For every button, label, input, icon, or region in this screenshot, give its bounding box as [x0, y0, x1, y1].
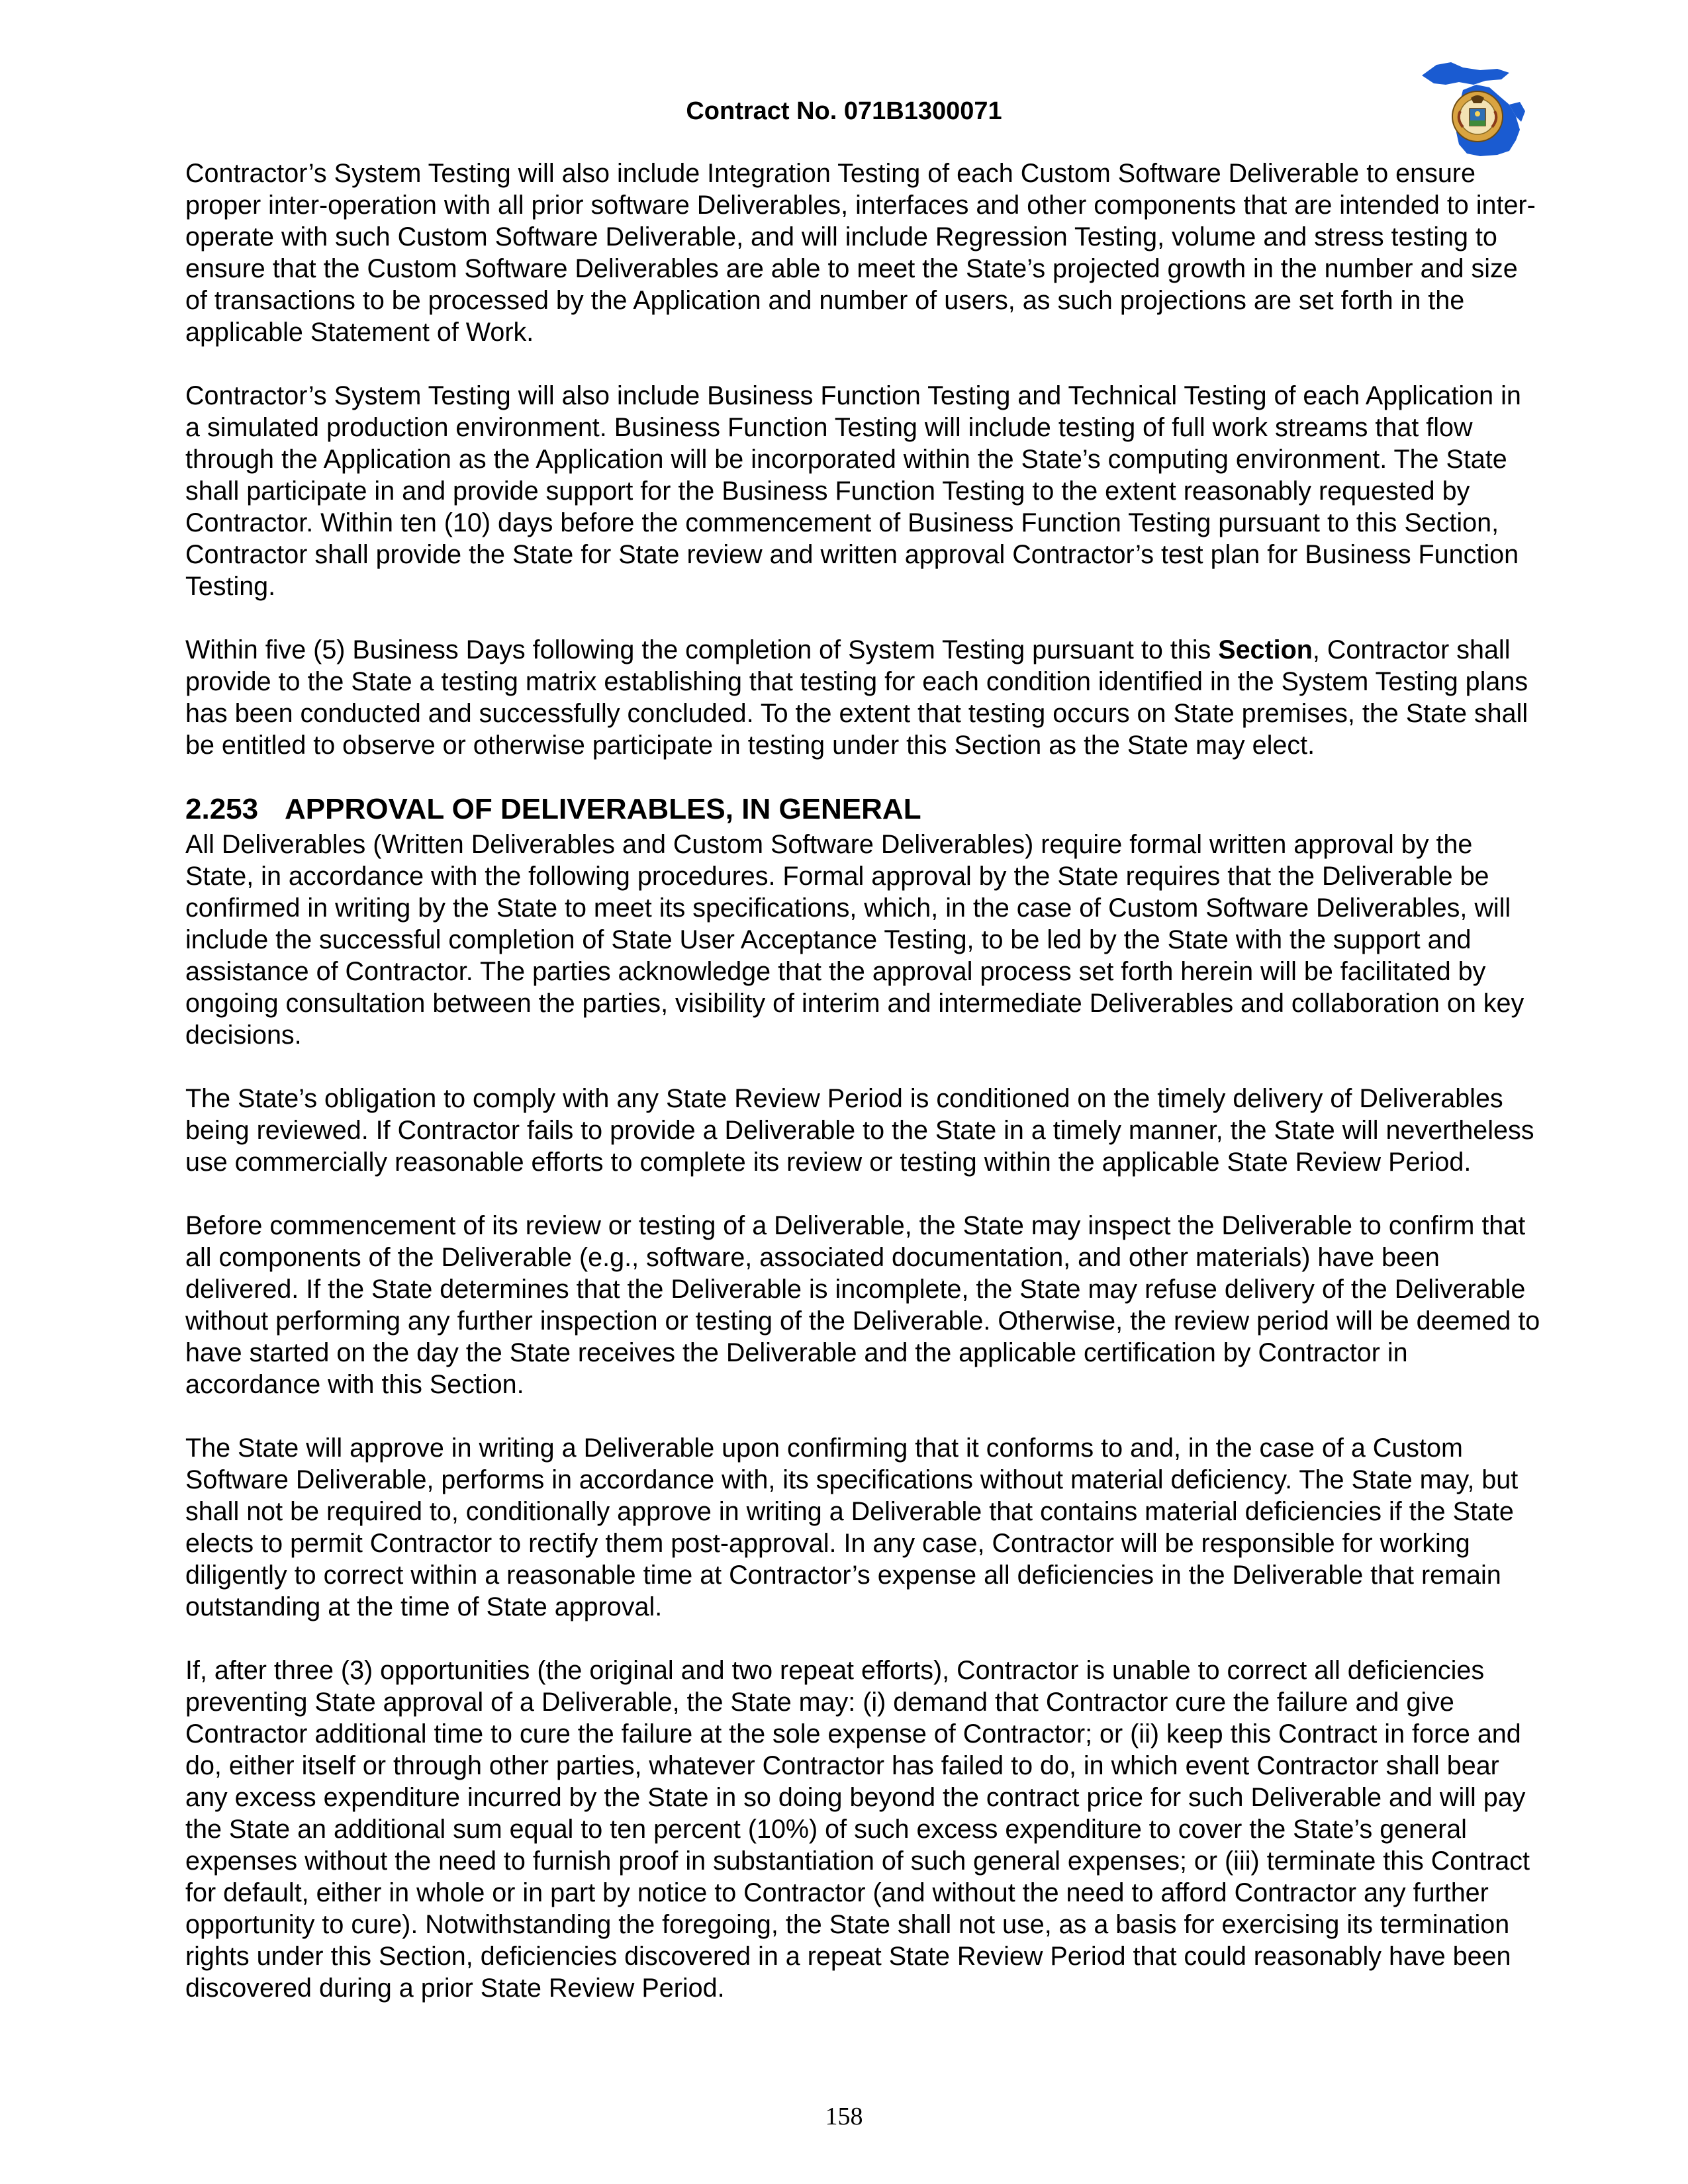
- paragraph-remedies: If, after three (3) opportunities (the original and two repeat efforts), Contractor is unable to correct all deficiencies preventing State approval of a Deliverable, the State may: (i) demand that Contractor cure the failure and give Contractor additional time to cure the failure at the sole expense of Contractor; or (ii) keep this Contract in force and do, either itself or through other parties, whatever Contractor has failed to do, in which event Contractor shall bear any excess expenditure incurred by the State in so doing beyond the contract price for such Deliverable and will pay the State an additional sum equal to ten percent (10%) of such excess expenditure to cover the State’s general expenses without the need to furnish proof in substantiation of such general expenses; or (iii) terminate this Contract for default, either in whole or in part by notice to Contractor (and without the need to afford Contractor any further opportunity to cure). Notwithstanding the foregoing, the State shall not use, as a basis for exercising its termination rights under this Section, deficiencies discovered in a repeat State Review Period that could reasonably have been discovered during a prior State Review Period.: [185, 1656, 1530, 2003]
- michigan-state-seal-icon: [1417, 56, 1529, 161]
- paragraph-text: Within five (5) Business Days following the completion of System Testing pursuant to this: [185, 635, 1219, 664]
- section-number: 2.253: [185, 793, 259, 825]
- contract-number-header: Contract No. 071B1300071: [686, 97, 1002, 125]
- section-title: APPROVAL OF DELIVERABLES, IN GENERAL: [285, 793, 921, 825]
- paragraph-review-period-obligation: The State’s obligation to comply with any State Review Period is conditioned on the timely delivery of Deliverables being reviewed. If Contractor fails to provide a Deliverable to the State in a timely manner, the State will nevertheless use commercially reasonable efforts to complete its review or testing within the applicable State Review Period.: [185, 1084, 1534, 1177]
- page-number: 158: [825, 2103, 863, 2130]
- document-body: [185, 158, 1542, 2004]
- section-heading: [185, 793, 1542, 826]
- paragraph-inspection: Before commencement of its review or testing of a Deliverable, the State may inspect the Deliverable to confirm that all components of the Deliverable (e.g., software, associated documentation, and other materials) have been delivered. If the State determines that the Deliverable is incomplete, the State may refuse delivery of the Deliverable without performing any further inspection or testing of the Deliverable. Otherwise, the review period will be deemed to have started on the day the State receives the Deliverable and the applicable certification by Contractor in accordance with this Section.: [185, 1211, 1540, 1399]
- paragraph-testing-matrix: [185, 634, 1542, 761]
- paragraph-system-testing-integration: Contractor’s System Testing will also include Integration Testing of each Custom Software Deliverable to ensure proper inter-operation with all prior software Deliverables, interfaces and other components that are intended to inter-operate with such Custom Software Deliverable, and will include Regression Testing, volume and stress testing to ensure that the Custom Software Deliverables are able to meet the State’s projected growth in the number and size of transactions to be processed by the Application and number of users, as such projections are set forth in the applicable Statement of Work.: [185, 159, 1536, 347]
- paragraph-text: , Contractor shall provide to the State a testing matrix establishing that testing for each condition identified in the System Testing plans has been conducted and successfully concluded. To the extent that testing occurs on State premises, the State shall be entitled to observe or otherwise participate in testing under this Section as the State may elect.: [185, 635, 1528, 760]
- paragraph-formal-approval: All Deliverables (Written Deliverables and Custom Software Deliverables) require formal written approval by the State, in accordance with the following procedures. Formal approval by the State requires that the Deliverable be confirmed in writing by the State to meet its specifications, which, in the case of Custom Software Deliverables, will include the successful completion of State User Acceptance Testing, to be led by the State with the support and assistance of Contractor. The parties acknowledge that the approval process set forth herein will be facilitated by ongoing consultation between the parties, visibility of interim and intermediate Deliverables and collaboration on key decisions.: [185, 830, 1524, 1050]
- paragraph-business-function-testing: Contractor’s System Testing will also include Business Function Testing and Technical Testing of each Application in a simulated production environment. Business Function Testing will include testing of full work streams that flow through the Application as the Application will be incorporated within the State’s computing environment. The State shall participate in and provide support for the Business Function Testing to the extent reasonably requested by Contractor. Within ten (10) days before the commencement of Business Function Testing pursuant to this Section, Contractor shall provide the State for State review and written approval Contractor’s test plan for Business Function Testing.: [185, 381, 1521, 601]
- paragraph-approval-conditions: The State will approve in writing a Deliverable upon confirming that it conforms to and, in the case of a Custom Software Deliverable, performs in accordance with, its specifications without material deficiency. The State may, but shall not be required to, conditionally approve in writing a Deliverable that contains material deficiencies if the State elects to permit Contractor to rectify them post-approval. In any case, Contractor will be responsible for working diligently to correct within a reasonable time at Contractor’s expense all deficiencies in the Deliverable that remain outstanding at the time of State approval.: [185, 1433, 1519, 1621]
- bold-section-term: Section: [1218, 635, 1313, 664]
